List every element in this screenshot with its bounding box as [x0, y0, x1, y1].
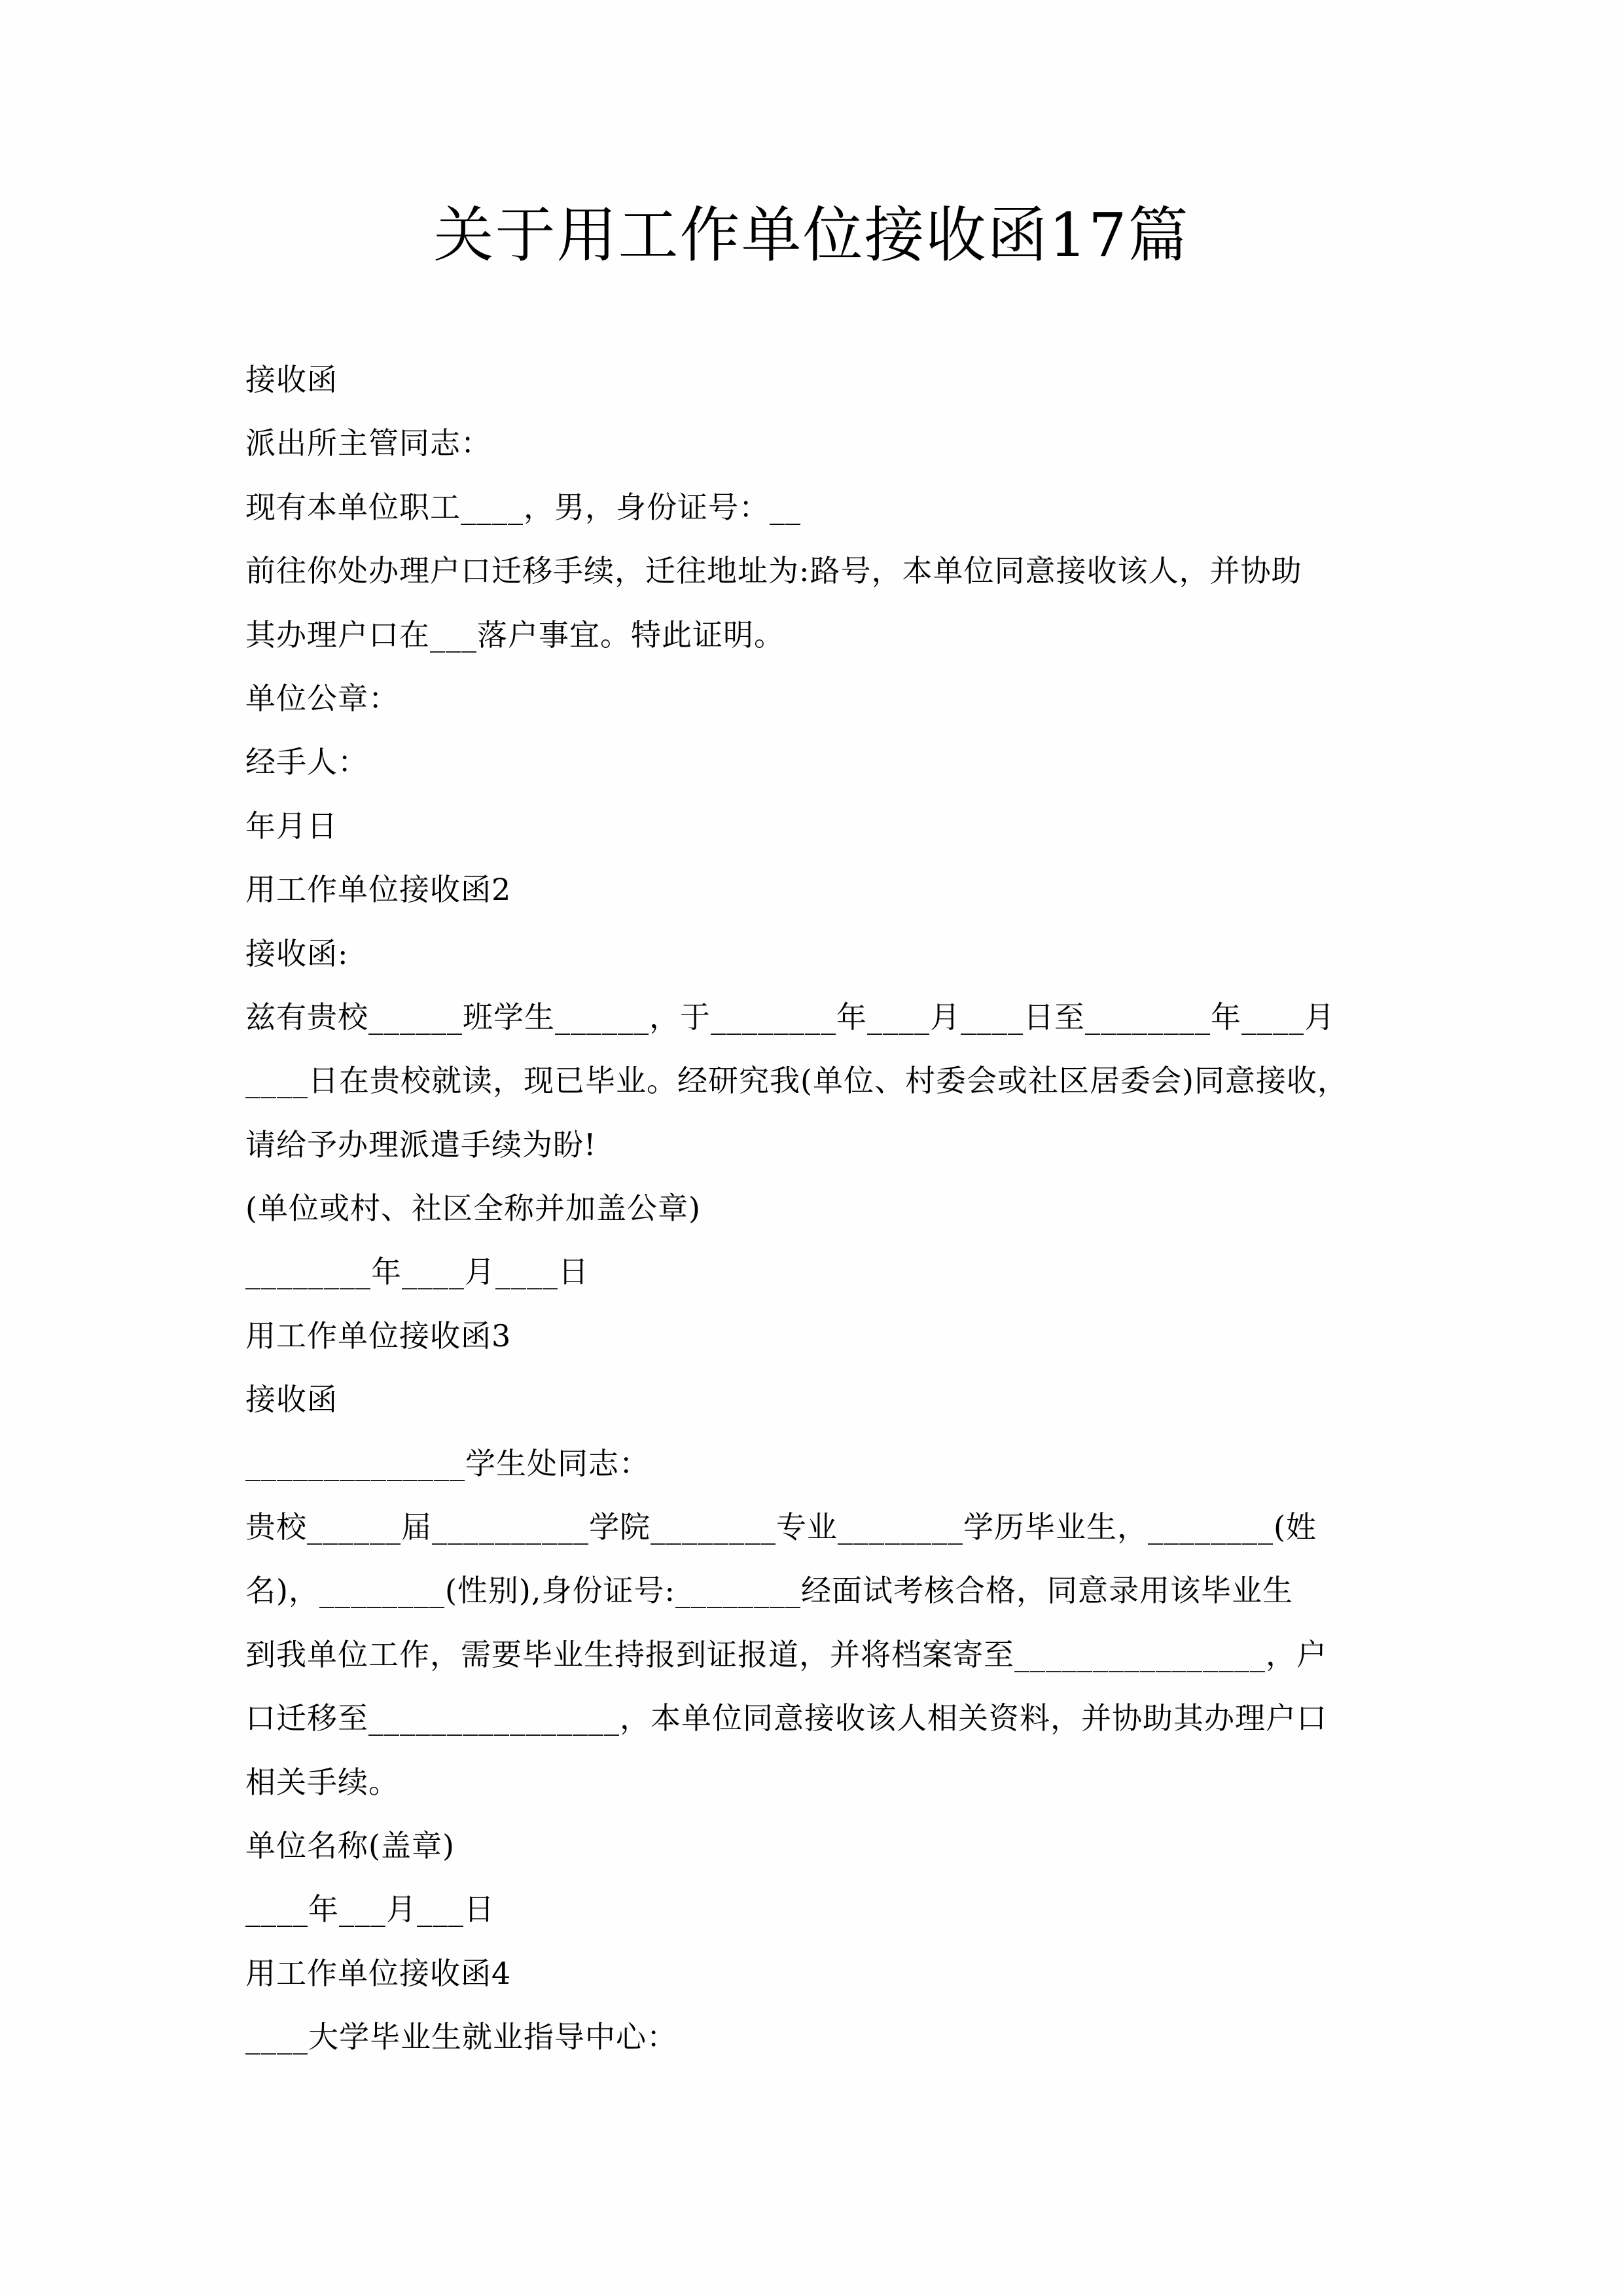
letter-1	[245, 348, 1381, 858]
document-body	[245, 348, 1381, 2070]
paragraph-line: 请给予办理派遣手续为盼!	[245, 1126, 597, 1162]
salutation: ______________学生处同志：	[245, 1445, 650, 1481]
date-line: 年月日	[245, 808, 338, 844]
salutation: ____大学毕业生就业指导中心：	[245, 2019, 677, 2055]
date-line: ________年____月____日	[245, 1254, 589, 1290]
paragraph-line: 前往你处办理户口迁移手续，迁往地址为:路号，本单位同意接收该人，并协助	[245, 553, 1302, 589]
paragraph-line: 名)，________(性别),身份证号:________经面试考核合格，同意录用该毕业生	[245, 1573, 1293, 1609]
section-heading: 用工作单位接收函2	[245, 872, 512, 908]
document-title: 关于用工作单位接收函17篇	[433, 200, 1190, 270]
salutation: 派出所主管同志：	[245, 425, 491, 461]
paragraph-line: 贵校______届__________学院________专业________学历毕业生，________(姓	[245, 1509, 1317, 1545]
handler-label: 经手人：	[245, 744, 368, 780]
letter-2	[245, 858, 1381, 1304]
seal-label: 单位名称(盖章)	[245, 1827, 455, 1863]
paragraph-line: 到我单位工作，需要毕业生持报到证报道，并将档案寄至________________，户	[245, 1636, 1327, 1672]
paragraph-line: 相关手续。	[245, 1764, 399, 1800]
date-line: ____年___月___日	[245, 1892, 495, 1928]
paragraph-line: 兹有贵校______班学生______，于________年____月____日至________年____月	[245, 999, 1335, 1035]
letter-heading: 接收函:	[245, 935, 349, 971]
seal-note: (单位或村、社区全称并加盖公章)	[245, 1191, 701, 1227]
letter-heading: 接收函	[245, 1382, 338, 1418]
paragraph-line: ____日在贵校就读，现已毕业。经研究我(单位、村委会或社区居委会)同意接收，	[245, 1063, 1348, 1099]
paragraph-line: 现有本单位职工____，男，身份证号：__	[245, 489, 801, 525]
section-heading: 用工作单位接收函4	[245, 1955, 512, 1991]
paragraph-line: 口迁移至________________，本单位同意接收该人相关资料，并协助其办理户口	[245, 1700, 1327, 1736]
letter-4	[245, 1942, 1381, 2070]
paragraph-line: 其办理户口在___落户事宜。特此证明。	[245, 617, 785, 653]
seal-label: 单位公章：	[245, 680, 399, 716]
letter-3	[245, 1304, 1381, 1942]
letter-heading: 接收函	[245, 362, 338, 397]
section-heading: 用工作单位接收函3	[245, 1318, 512, 1354]
